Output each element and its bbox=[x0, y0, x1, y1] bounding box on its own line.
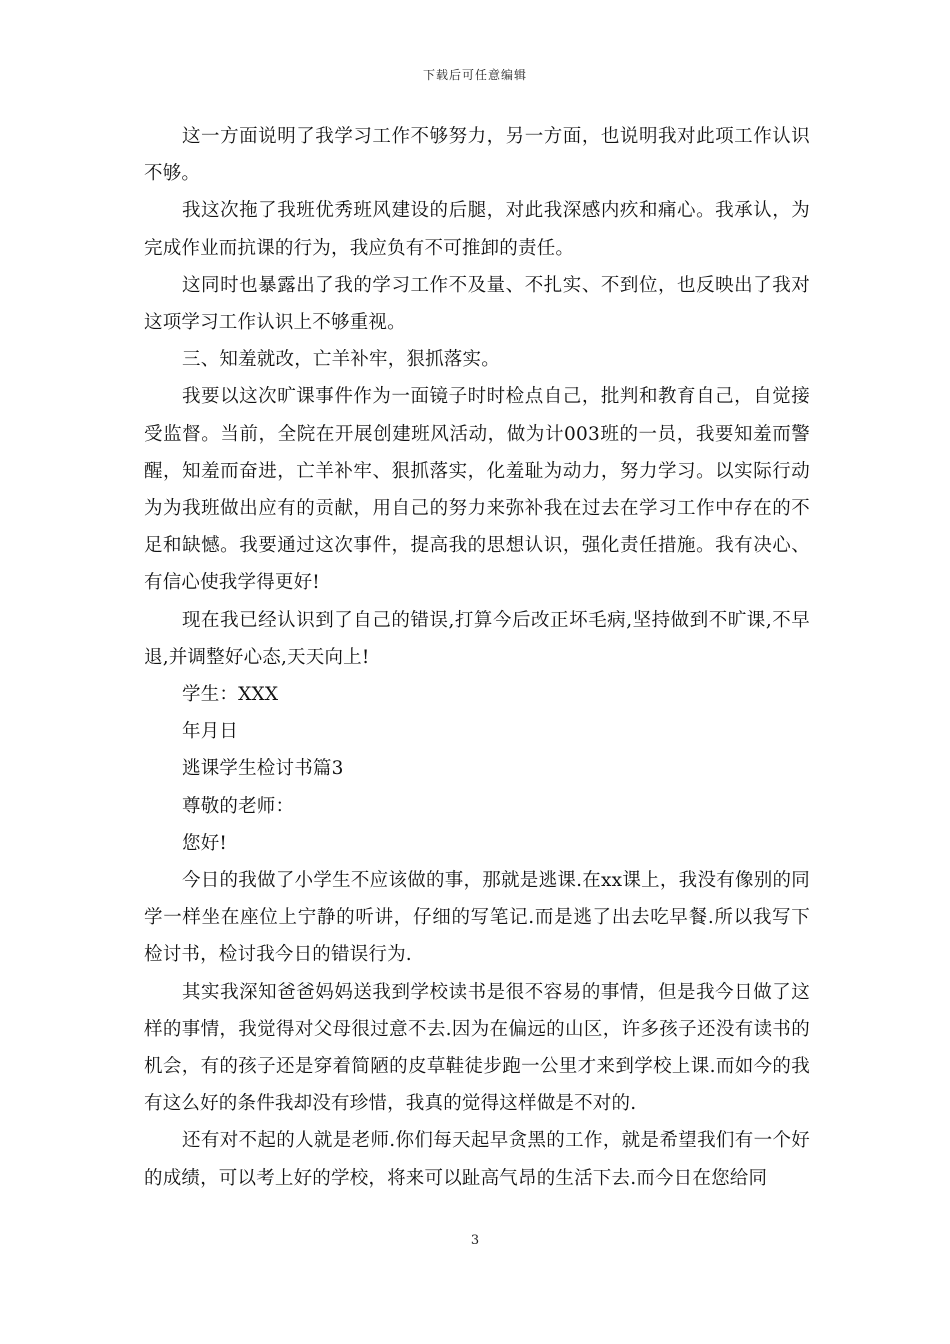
paragraph: 还有对不起的人就是老师.你们每天起早贪黑的工作，就是希望我们有一个好的成绩，可以考上好的学校，将来可以趾高气昂的生活下去.而今日在您给同 bbox=[144, 1130, 810, 1189]
section-heading: 三、知羞就改，亡羊补牢，狠抓落实。 bbox=[182, 349, 500, 371]
paragraph: 我要以这次旷课事件作为一面镜子时时检点自己，批判和教育自己，自觉接受监督。当前，全院在开展创建班风活动，做为计003班的一员，我要知羞而警醒，知羞而奋进，亡羊补牢、狠抓落实，化羞耻为动力，努力学习。以实际行动为为我班做出应有的贡献，用自己的努力来弥补我在过去在学习工作中存在的不足和缺憾。我要通过这次事件，提高我的思想认识，强化责任措施。我有决心、有信心使我学得更好! bbox=[144, 386, 810, 594]
document-title: 逃课学生检讨书篇3 bbox=[182, 758, 344, 780]
greeting: 您好! bbox=[182, 832, 228, 854]
salutation: 尊敬的老师： bbox=[182, 795, 295, 817]
paragraph: 这同时也暴露出了我的学习工作不及量、不扎实、不到位，也反映出了我对这项学习工作认识上不够重视。 bbox=[144, 274, 810, 334]
paragraph: 我这次拖了我班优秀班风建设的后腿，对此我深感内疚和痛心。我承认，为完成作业而抗课的行为，我应负有不可推卸的责任。 bbox=[144, 200, 810, 259]
paragraph: 这一方面说明了我学习工作不够努力，另一方面，也说明我对此项工作认识不够。 bbox=[144, 126, 810, 185]
page-number: 3 bbox=[470, 1233, 480, 1248]
signature-date: 年月日 bbox=[182, 721, 239, 743]
paragraph: 其实我深知爸爸妈妈送我到学校读书是很不容易的事情，但是我今日做了这样的事情，我觉得对父母很过意不去.因为在偏远的山区，许多孩子还没有读书的机会，有的孩子还是穿着简陋的皮草鞋徒步跑一公里才来到学校上课.而如今的我有这么好的条件我却没有珍惜，我真的觉得这样做是不对的. bbox=[144, 981, 810, 1115]
page-header: 下载后可任意编辑 bbox=[422, 68, 527, 82]
paragraph: 现在我已经认识到了自己的错误,打算今后改正坏毛病,坚持做到不旷课,不早退,并调整好心态,天天向上! bbox=[144, 609, 810, 668]
document-body bbox=[144, 118, 810, 1197]
paragraph: 今日的我做了小学生不应该做的事，那就是逃课.在xx课上，我没有像别的同学一样坐在座位上宁静的听讲，仔细的写笔记.而是逃了出去吃早餐.所以我写下检讨书，检讨我今日的错误行为. bbox=[144, 870, 810, 966]
signature-student: 学生：XXX bbox=[182, 684, 279, 706]
